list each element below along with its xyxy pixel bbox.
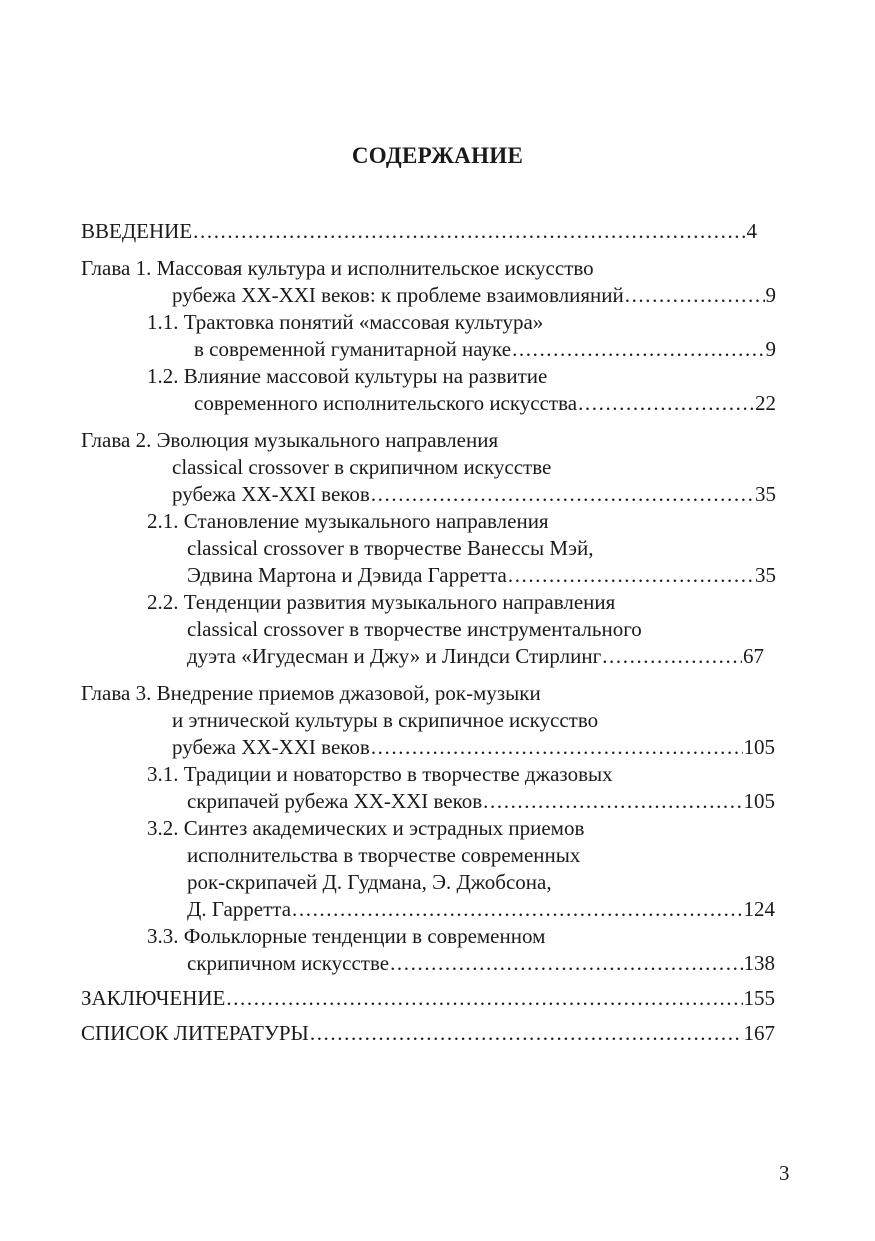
toc-leader-dots [390,950,742,976]
toc-leader-dots [371,481,754,507]
toc-entry-text: 2.2. Тенденции развития музыкального направления [147,590,616,614]
toc-section-3-2-line-1 [147,815,747,841]
toc-leader-dots [226,985,742,1011]
toc-leader-dots [602,643,742,669]
toc-entry-text: рубежа XX-XXI веков [172,735,370,759]
toc-section-3-2-line-2 [187,842,747,868]
toc-entry-page: 35 [755,482,776,506]
toc-entry-text: и этнической культуры в скрипичное искусство [172,708,599,732]
toc-section-3-3-line-1 [147,923,747,949]
toc-entry-text: ЗАКЛЮЧЕНИЕ [81,986,226,1010]
toc-entry-text: 1.2. Влияние массовой культуры на развитие [147,364,548,388]
toc-entry-text: 3.1. Традиции и новаторство в творчестве джазовых [147,762,613,786]
toc-entry-text: ВВЕДЕНИЕ [81,219,193,243]
toc-section-3-2-line-3 [187,869,747,895]
toc-entry-page: 105 [743,789,775,813]
toc-section-3-1-line-1 [147,761,767,787]
toc-entry-text: СПИСОК ЛИТЕРАТУРЫ [81,1021,309,1045]
toc-section-2-2-line-2 [187,616,767,642]
toc-chapter-2-line-1 [81,427,761,453]
toc-section-1-2-line-1 [147,363,747,389]
toc-entry-text: 3.2. Синтез академических и эстрадных приемов [147,816,585,840]
toc-leader-dots [578,390,754,416]
toc-leader-dots [310,1020,743,1046]
toc-entry-page: 155 [743,986,775,1010]
toc-entry-text: 1.1. Трактовка понятий «массовая культура» [147,310,544,334]
toc-entry-page: 4 [746,219,757,243]
toc-entry-text: 2.1. Становление музыкального направления [147,509,549,533]
toc-leader-dots [625,282,765,308]
toc-entry-text: Глава 3. Внедрение приемов джазовой, рок-музыки [81,681,541,705]
toc-entry-text: classical crossover в творчестве инструментального [187,617,642,641]
toc-section-1-1-line-2 [194,336,776,362]
toc-entry-page: 67 [743,644,764,668]
toc-entry-text: рубежа XX-XXI веков [172,482,370,506]
toc-entry-text: исполнительства в творчестве современных [187,843,581,867]
toc-entry-page: 9 [765,337,776,361]
toc-section-1-1-line-1 [147,309,747,335]
toc-entry-page: 124 [743,897,775,921]
toc-entry-text: рубежа XX-XXI веков: к проблеме взаимовлияний [172,283,624,307]
toc-entry-text: 3.3. Фольклорные тенденции в современном [147,924,546,948]
toc-entry-text: рок-скрипачей Д. Гудмана, Э. Джобсона, [187,870,552,894]
toc-entry-text: современного исполнительского искусства [194,391,578,415]
toc-entry-text: Д. Гарретта [187,897,292,921]
toc-entry-text: скрипичном искусстве [187,951,390,975]
toc-entry-text: Глава 1. Массовая культура и исполнительское искусство [81,256,594,280]
toc-section-3-2-line-4 [187,896,775,922]
toc-section-2-2-line-3 [187,643,764,669]
toc-entry-text: classical crossover в творчестве Ванессы Мэй, [187,536,594,560]
toc-leader-dots [292,896,742,922]
toc-leader-dots [508,562,754,588]
toc-entry-page: 35 [755,563,776,587]
toc-section-2-1-line-3 [187,562,776,588]
toc-chapter-1-line-2 [172,282,776,308]
toc-entry-page: 9 [765,283,776,307]
toc-title: СОДЕРЖАНИЕ [351,143,524,168]
toc-entry-page: 105 [743,735,775,759]
toc-chapter-3-line-3 [172,734,775,760]
toc-section-3-3-line-2 [187,950,775,976]
toc-entry-text: дуэта «Игудесман и Джу» и Линдси Стирлинг [187,644,602,668]
toc-chapter-3-line-2 [172,707,772,733]
toc-chapter-3-line-1 [81,680,761,706]
toc-entry-page: 167 [743,1021,775,1045]
toc-chapter-2-line-2 [172,454,772,480]
toc-section-2-1-line-2 [187,535,747,561]
toc-entry-text: Эдвина Мартона и Дэвида Гарретта [187,563,507,587]
toc-chapter-1-line-1 [81,255,761,281]
toc-leader-dots [371,734,743,760]
toc-entry-text: в современной гуманитарной науке [194,337,512,361]
toc-entry-text: classical crossover в скрипичном искусстве [172,455,552,479]
toc-leader-dots [512,336,764,362]
toc-section-2-2-line-1 [147,589,767,615]
toc-entry-page: 22 [755,391,776,415]
toc-leader-dots [193,218,745,244]
toc-entry-page: 138 [743,951,775,975]
toc-chapter-2-line-3 [172,481,776,507]
toc-entry-intro [81,218,757,244]
toc-entry-references [81,1020,775,1046]
page-number: 3 [779,1161,790,1185]
toc-leader-dots [483,788,742,814]
toc-entry-text: скрипачей рубежа XX-XXI веков [187,789,483,813]
toc-entry-conclusion [81,985,775,1011]
toc-section-3-1-line-2 [187,788,775,814]
toc-section-2-1-line-1 [147,508,747,534]
toc-entry-text: Глава 2. Эволюция музыкального направления [81,428,499,452]
toc-section-1-2-line-2 [194,390,776,416]
